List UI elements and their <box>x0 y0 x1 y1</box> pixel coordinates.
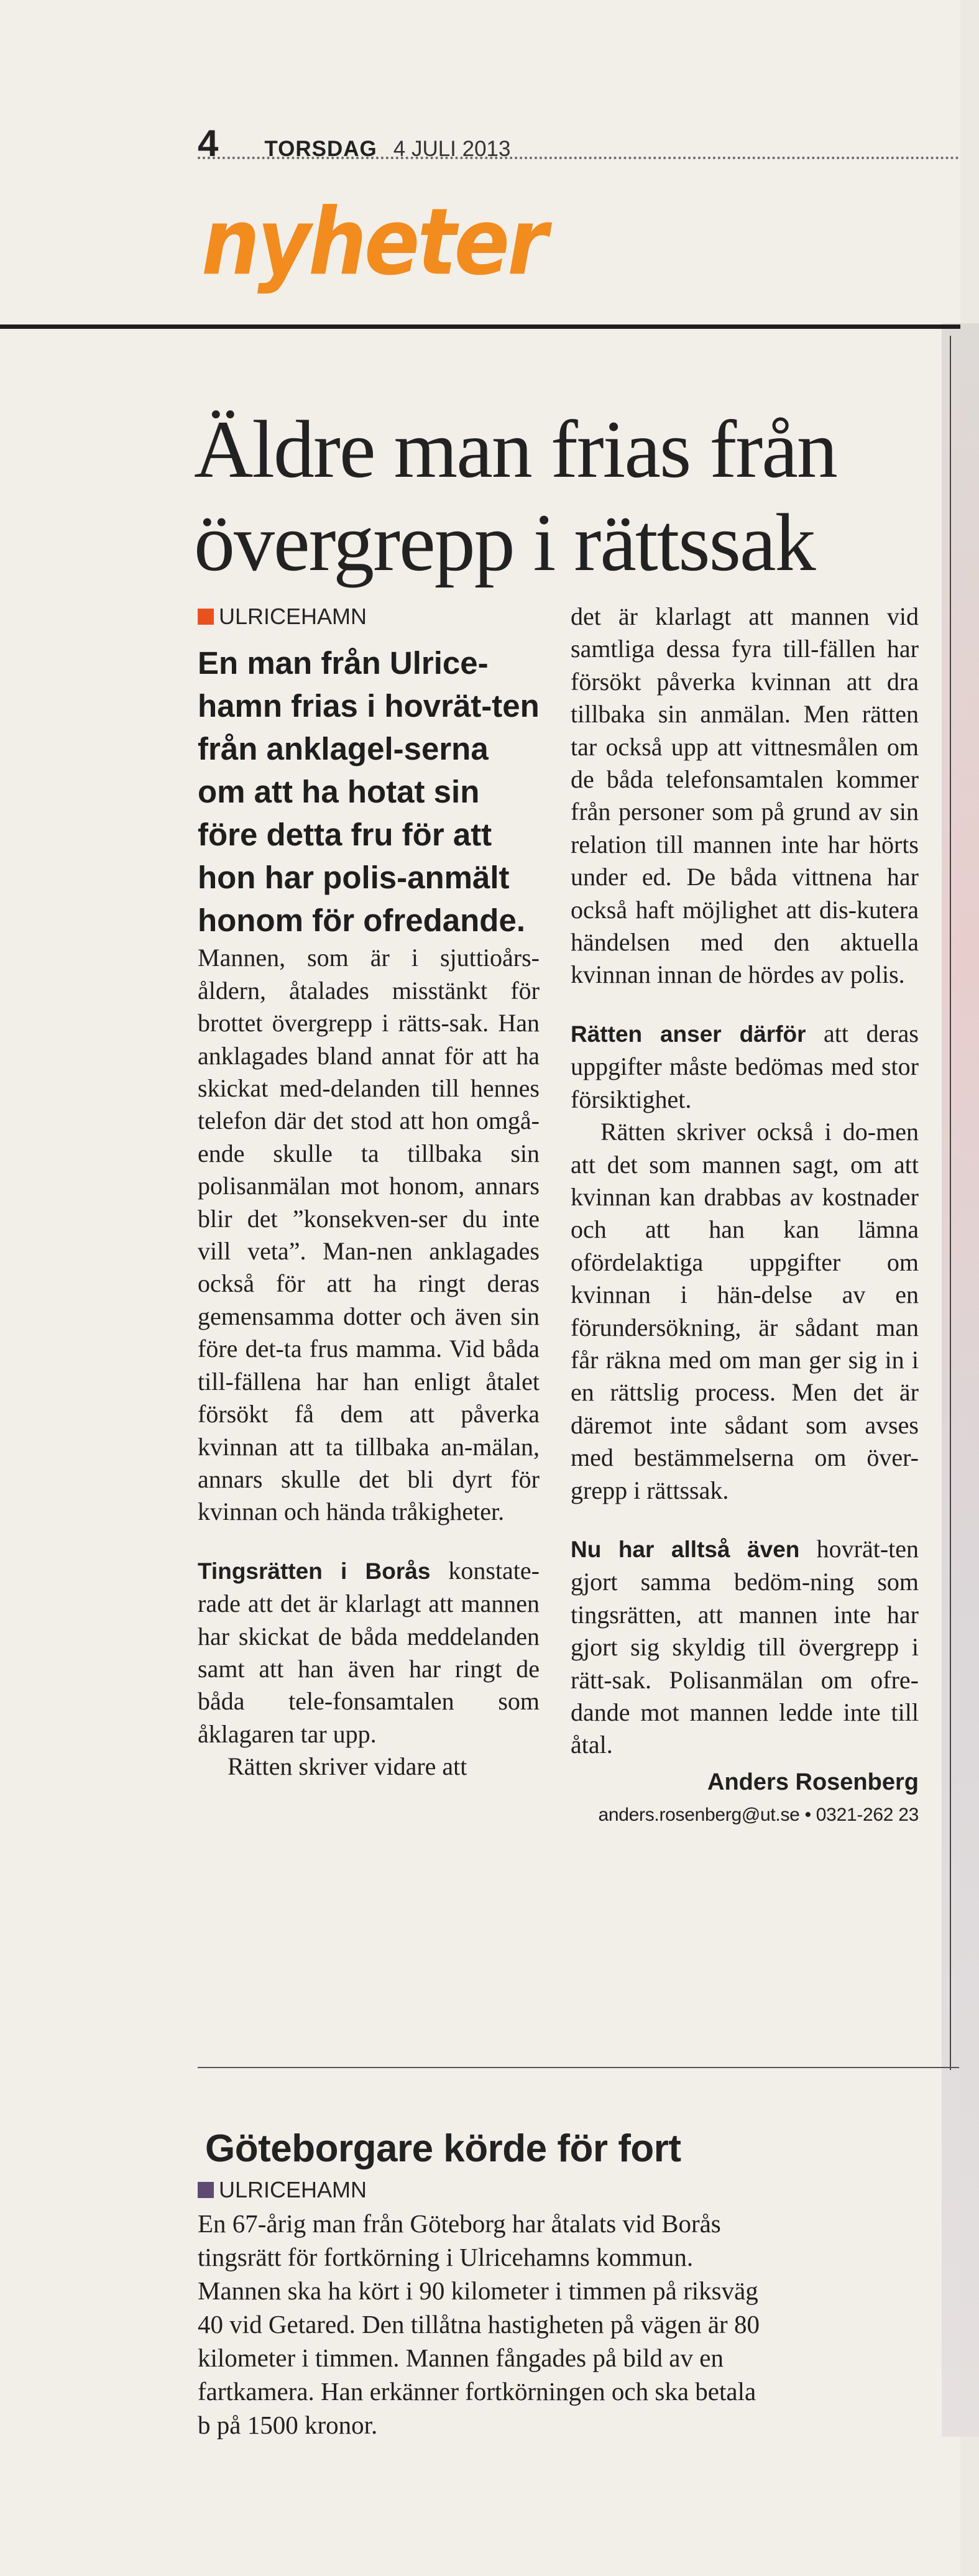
byline-contact: anders.rosenberg@ut.se • 0321-262 23 <box>598 1804 919 1825</box>
body-line: b på 1500 kronor. <box>198 2411 378 2439</box>
body-paragraph <box>198 1555 540 1750</box>
body-paragraph: Rätten skriver också i do-men att det som mannen sagt, om att kvinnan kan drabbas av kostnader och att han kan lämna ofördelaktiga uppgifter om kvinnan i hän-delse av en förundersökning, är sådant man får räkna med om man ger sig in i en rättslig process. Men det är däremot inte sådant som avses med bestämmelserna om över-grepp i rättssak. <box>571 1118 919 1504</box>
body-line: tingsrätt för fortkörning i Ulricehamns kommun. <box>198 2243 694 2271</box>
body-line: 40 vid Getared. Den tillåtna hastigheten på vägen är 80 <box>198 2310 760 2339</box>
body-line: En 67-årig man från Göteborg har åtalats vid Borås <box>198 2209 721 2238</box>
location-text: ULRICEHAMN <box>219 2177 367 2202</box>
section-rule <box>0 324 960 329</box>
article-column-right <box>571 600 919 1831</box>
body-line: fartkamera. Han erkänner fortkörningen och ska betala <box>198 2377 756 2406</box>
page-number: 4 <box>198 122 219 164</box>
body-line: Mannen ska ha kört i 90 kilometer i timmen på riksväg <box>198 2276 758 2305</box>
paragraph-text: hovrät-ten gjort samma bedöm-ning som tingsrätten, att mannen inte har gjort sig skyldig till övergrepp i rätt-sak. Polisanmälan om ofre-dande mot mannen ledde inte till åtal. <box>571 1534 919 1759</box>
paragraph-text: konstate-rade att det är klarlagt att mannen har skickat de båda meddelanden samt att han även har ringt de båda tele-fonsamtalen som åklagaren tar upp. <box>198 1556 540 1748</box>
next-page-edge <box>942 323 979 2437</box>
location-tag <box>198 600 540 633</box>
body-paragraph <box>571 1018 919 1116</box>
body-line: kilometer i timmen. Mannen fångades på bild av en <box>198 2344 724 2372</box>
column-rule <box>950 336 951 2070</box>
body-paragraph: Mannen, som är i sjuttioårs-åldern, åtalades misstänkt för brottet övergrepp i rätts-sak. Han anklagades bland annat för att ha skickat med-delanden till hennes telefon där det stod att hon omgå-ende skulle ta tillbaka sin polisanmälan mot honom, annars blir det ”konsekven-ser du inte vill veta”. Man-nen anklagades också för att ha ringt deras gemensamma dotter och även sin före det-ta frus mamma. Vid båda till-fällena har han enligt åtalet försökt få dem att påverka kvinnan att ta tillbaka an-mälan, annars skulle det bli dyrt för kvinnan och hända tråkigheter. <box>198 944 540 1526</box>
run-in-heading: Rätten anser därför <box>571 1021 806 1047</box>
paragraph-text: att deras uppgifter måste bedömas med stor försiktighet. <box>571 1019 919 1113</box>
body-paragraph <box>571 1533 919 1762</box>
date: 4 JULI 2013 <box>393 137 511 161</box>
weekday: TORSDAG <box>264 137 377 161</box>
location-marker-icon <box>198 609 214 625</box>
run-in-heading: Tingsrätten i Borås <box>198 1558 431 1584</box>
article2-headline: Göteborgare körde för fort <box>205 2127 681 2171</box>
article-headline: Äldre man frias från övergrepp i rättssak <box>194 403 837 589</box>
location-text: ULRICEHAMN <box>219 604 367 629</box>
byline-name: Anders Rosenberg <box>707 1769 919 1795</box>
article-lead: En man från Ulrice-hamn frias i hovrät-ten från anklagel-serna om att ha hotat sin före detta fru för att hon har polis-anmält honom för ofredande. <box>198 645 540 939</box>
location-marker-icon <box>198 2182 214 2198</box>
header-dotted-rule <box>198 157 959 159</box>
body-paragraph: Rätten skriver vidare att <box>228 1752 467 1781</box>
section-label: nyheter <box>201 188 546 297</box>
location-tag <box>198 2173 919 2207</box>
body-paragraph: det är klarlagt att mannen vid samtliga dessa fyra till-fällen har försökt påverka kvinnan att dra tillbaka sin anmälan. Men rätten tar också upp att vittnesmålen om de båda telefonsamtalen kommer från personer som på grund av sin relation till mannen inte har hörts under ed. De båda vittnena har också haft möjlighet att dis-kutera händelsen med den aktuella kvinnan innan de hördes av polis. <box>571 602 919 989</box>
article-separator <box>198 2067 959 2068</box>
run-in-heading: Nu har alltså även <box>571 1536 800 1562</box>
article-column-left <box>198 600 540 1783</box>
article2-body <box>198 2173 919 2442</box>
